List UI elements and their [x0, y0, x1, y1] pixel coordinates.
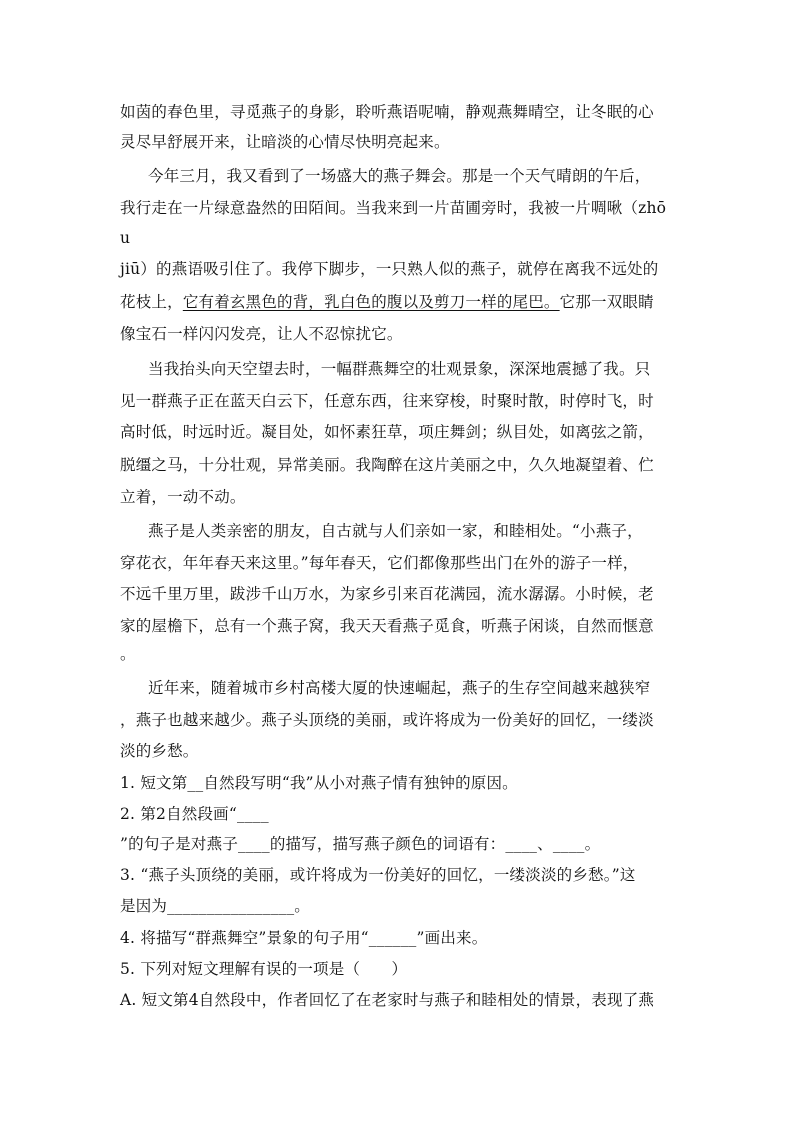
question-3-line1: 3. “燕子头顶绕的美丽，或许将成为一份美好的回忆，一缕淡淡的乡愁。”这 — [120, 866, 636, 884]
passage-p2-line5-start: 花枝上， — [120, 293, 183, 311]
question-4: 4. 将描写“群燕舞空”景象的句子用“______”画出来。 — [120, 929, 488, 947]
passage-p2-line5-end: 它那一双眼睛 — [559, 293, 654, 311]
question-5-option-a: A. 短文第4自然段中，作者回忆了在老家时与燕子和睦相处的情景，表现了燕 — [120, 991, 655, 1009]
question-5: 5. 下列对短文理解有误的一项是（ ） — [120, 960, 408, 978]
passage-p1-line1: 如茵的春色里，寻觅燕子的身影，聆听燕语呢喃，静观燕舞晴空，让冬眠的心 — [120, 103, 654, 121]
passage-p2-line4: jiū）的燕语吸引住了。我停下脚步，一只熟人似的燕子，就停在离我不远处的 — [120, 260, 659, 278]
passage-p2-line2: 我行走在一片绿意盎然的田陌间。当我来到一片苗圃旁时，我被一片啁啾（zhō — [120, 199, 667, 217]
passage-p4-line3: 不远千里万里，跋涉千山万水，为家乡引来百花满园，流水潺潺。小时候，老 — [120, 585, 654, 603]
underlined-sentence: 它有着玄黑色的背，乳白色的腹以及剪刀一样的尾巴。 — [182, 293, 560, 311]
passage-p2-line3: u — [120, 229, 131, 247]
passage-p3-line2: 见一群燕子正在蓝天白云下，任意东西，往来穿梭，时聚时散，时停时飞，时 — [120, 392, 654, 410]
passage-p5-line2: ，燕子也越来越少。燕子头顶绕的美丽，或许将成为一份美好的回忆，一缕淡 — [120, 711, 654, 729]
passage-p4-line5: 。 — [120, 645, 136, 663]
passage-p1-line2: 灵尽早舒展开来，让暗淡的心情尽快明亮起来。 — [120, 133, 450, 151]
passage-p3-line3: 高时低，时远时近。凝目处，如怀素狂草，项庄舞剑；纵目处，如离弦之箭， — [120, 423, 654, 441]
passage-p5-line1: 近年来，随着城市乡村高楼大厦的快速崛起，燕子的生存空间越来越狭窄 — [148, 679, 651, 697]
passage-p5-line3: 淡的乡愁。 — [120, 742, 199, 760]
passage-p3-line5: 立着，一动不动。 — [120, 488, 246, 506]
passage-p2-line1: 今年三月，我又看到了一场盛大的燕子舞会。那是一个天气晴朗的午后， — [148, 167, 651, 185]
question-3-line2: 是因为________________。 — [120, 897, 311, 915]
question-2-line2: ”的句子是对燕子____的描写，描写燕子颜色的词语有：____、____。 — [120, 835, 601, 853]
passage-p4-line2: 穿花衣，年年春天来这里。”每年春天，它们都像那些出门在外的游子一样， — [120, 554, 639, 572]
question-1: 1. 短文第__自然段写明“我”从小对燕子情有独钟的原因。 — [120, 774, 518, 792]
passage-p2-line6: 像宝石一样闪闪发亮，让人不忍惊扰它。 — [120, 325, 403, 343]
question-2-line1: 2. 第2自然段画“____ — [120, 805, 269, 823]
passage-p4-line4: 家的屋檐下，总有一个燕子窝，我天天看燕子觅食，听燕子闲谈，自然而惬意 — [120, 617, 654, 635]
passage-p3-line4: 脱缰之马，十分壮观，异常美丽。我陶醉在这片美丽之中，久久地凝望着、伫 — [120, 456, 654, 474]
passage-p2-line5 — [120, 288, 680, 316]
passage-p4-line1: 燕子是人类亲密的朋友，自古就与人们亲如一家，和睦相处。“小燕子， — [148, 522, 643, 540]
passage-p3-line1: 当我抬头向天空望去时，一幅群燕舞空的壮观景象，深深地震撼了我。只 — [148, 360, 651, 378]
